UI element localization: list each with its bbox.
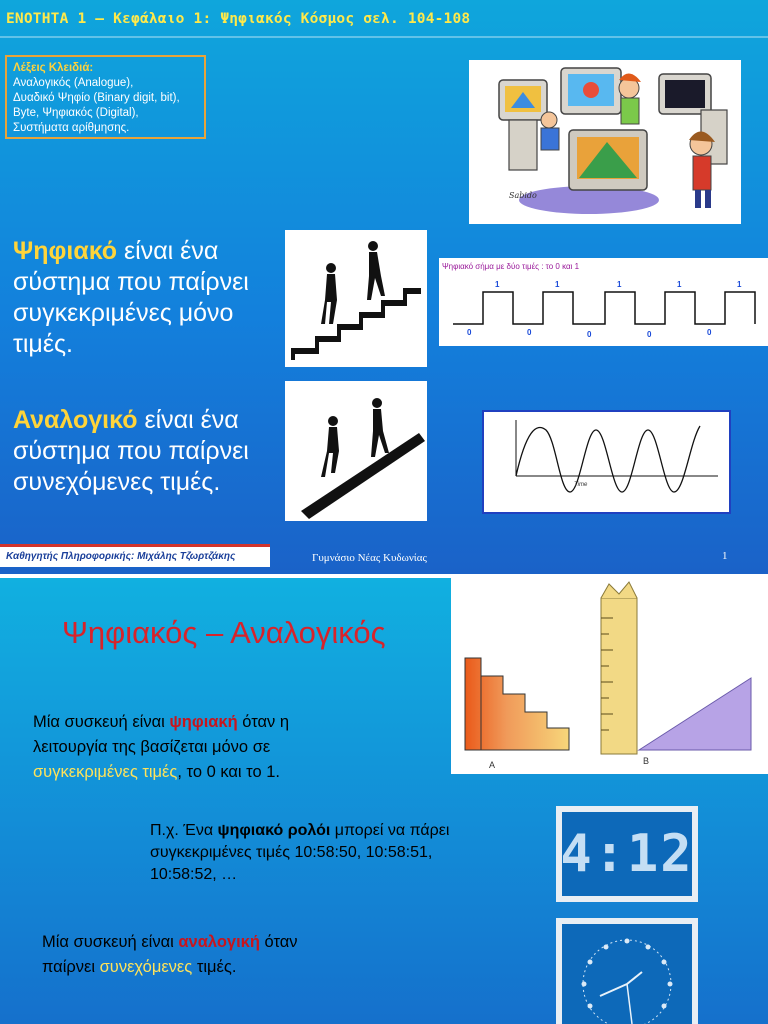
analog-keyword: Αναλογικό [13,406,138,434]
signal-low-label: 0 [647,330,652,339]
signal-high-label: 1 [495,280,500,289]
text-span: παίρνει [42,958,100,976]
analog-text: σύστημα που παίρνει [13,437,249,465]
text-span: Μία συσκευή είναι [33,713,170,731]
ramp-image [285,381,427,521]
signal-high-label: 1 [555,280,560,289]
signal-low-label: 0 [527,328,532,337]
text-line: λειτουργία της βασίζεται μόνο σε [33,738,271,756]
signal-high-label: 1 [617,280,622,289]
analog-text: συνεχόμενες τιμές. [13,468,221,496]
analog-device-paragraph [42,930,442,980]
stairs-image [285,230,427,367]
text-span: Μία συσκευή είναι [42,933,179,951]
computers-cartoon-image [469,60,741,224]
keywords-box [5,55,206,139]
digital-keyword: Ψηφιακό [13,237,118,265]
digital-clock-display: 4:12 [560,824,694,884]
digital-text: συγκεκριμένες μόνο [13,299,234,327]
text-line: συγκεκριμένες τιμές 10:58:50, 10:58:51, [150,844,433,861]
slide-2 [0,578,768,1024]
slide-title: Ψηφιακός – Αναλογικός [62,615,386,650]
analog-signal-image [482,410,731,514]
specific-values-keyword: συγκεκριμένες τιμές [33,763,178,781]
label-a: A [489,760,496,770]
text-span: τιμές. [192,958,237,976]
signal-high-label: 1 [677,280,682,289]
continuous-keyword: συνεχόμενες [99,958,193,976]
digital-text: σύστημα που παίρνει [13,268,249,296]
digital-clock-keyword: ψηφιακό ρολόι [217,822,331,839]
example-paragraph [150,820,550,886]
digital-device-paragraph [33,710,453,785]
analog-text: είναι ένα [137,406,239,434]
digital-text: τιμές. [13,330,73,358]
footer-school: Γυμνάσιο Νέας Κυδωνίας [312,552,427,564]
cartoon-signature: Sabido [509,191,537,200]
analog-definition [13,405,249,498]
text-span: μπορεί να πάρει [330,822,450,839]
keyword-line: Δυαδικό Ψηφίο (Binary digit, bit), [13,92,180,104]
signal-high-label: 1 [737,280,742,289]
signal-caption: Ψηφιακό σήμα με δύο τιμές : το 0 και 1 [442,262,580,271]
text-span: , το 0 και το 1. [177,763,280,781]
keyword-line: Αναλογικός (Analogue), [13,77,134,89]
page-number: 1 [722,550,728,562]
text-span: όταν [259,933,298,951]
text-span: Π.χ. Ένα [150,822,218,839]
footer-teacher: Καθηγητής Πληροφορικής: Μιχάλης Τζωρτζάκης [0,544,270,567]
signal-low-label: 0 [707,328,712,337]
digital-text: είναι ένα [117,237,219,265]
signal-low-label: 0 [587,330,592,339]
analog-clock-image [556,918,698,1024]
analog-keyword: αναλογική [178,933,260,951]
digital-definition [13,236,249,360]
digital-clock-image [556,806,698,902]
keywords-title: Λέξεις Κλειδιά: [13,62,94,74]
sine-axis-label: Time [574,482,588,488]
text-span: όταν η [237,713,290,731]
digital-signal-image [439,258,768,346]
slide-header: ΕΝΟΤΗΤΑ 1 – Κεφάλαιο 1: Ψηφιακός Κόσμος σελ. 104-108 [6,11,471,27]
keyword-line: Byte, Ψηφιακός (Digital), [13,107,139,119]
signal-low-label: 0 [467,328,472,337]
text-line: 10:58:52, … [150,866,238,883]
digital-keyword: ψηφιακή [169,713,238,731]
staircase-ramp-image [451,578,768,774]
keyword-line: Συστήματα αρίθμησης. [13,122,130,134]
label-b: B [643,756,650,766]
header-divider [0,36,768,38]
